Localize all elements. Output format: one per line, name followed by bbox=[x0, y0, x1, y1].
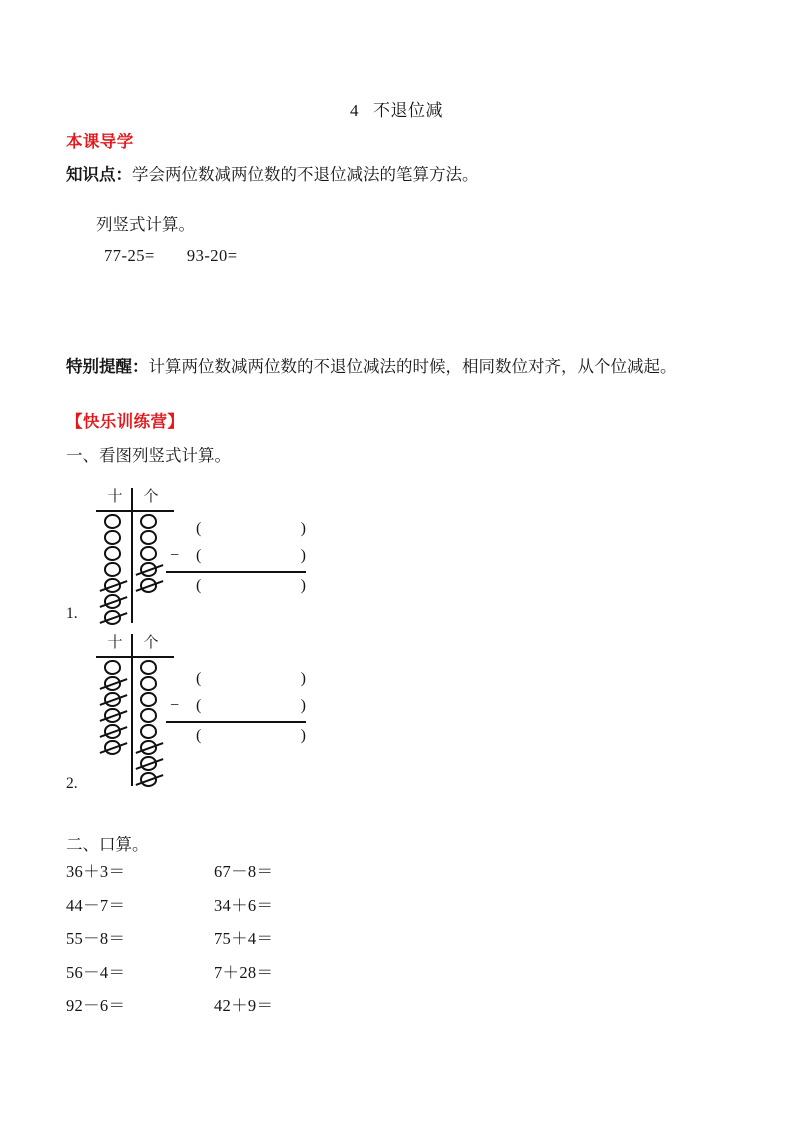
diagram-1-header-tens: 十 bbox=[107, 489, 123, 505]
diagram-1-header-ones: 个 bbox=[143, 489, 159, 505]
diagram-1-top-rule bbox=[96, 510, 174, 512]
diagram-1-answer-rule bbox=[166, 571, 306, 573]
example-equation-2: 93-20= bbox=[186, 246, 238, 265]
diagram-2-bead-ones-1 bbox=[139, 660, 159, 677]
diagram-1-subtrahend-paren-right: ) bbox=[300, 547, 306, 564]
oral-problem-1-1: 36＋3＝ bbox=[66, 862, 126, 881]
reminder-text: 计算两位数减两位数的不退位减法的时候，相同数位对齐，从个位减起。 bbox=[148, 357, 677, 376]
diagram-2-bead-ones-crossed-7 bbox=[139, 756, 159, 773]
reminder-paragraph bbox=[66, 354, 738, 380]
diagram-1-bead-ones-2 bbox=[139, 530, 159, 547]
example-equation-1: 77-25= bbox=[104, 246, 155, 265]
circle-icon bbox=[104, 562, 121, 577]
diagram-2-bead-ones-crossed-6 bbox=[139, 740, 159, 757]
oral-arithmetic-row bbox=[66, 959, 396, 993]
circle-icon bbox=[140, 708, 157, 723]
diagram-1-minuend-paren-right: ) bbox=[300, 520, 306, 537]
diagram-1-subtrahend-row bbox=[170, 547, 306, 574]
oral-problem-4-1: 56－4＝ bbox=[66, 962, 126, 982]
circle-icon bbox=[104, 546, 121, 561]
diagram-1-answer-paren-right: ) bbox=[300, 577, 306, 594]
diagram-2-beads-tens bbox=[103, 660, 123, 756]
diagram-2-vertical-form bbox=[170, 670, 306, 754]
knowledge-point-paragraph bbox=[66, 162, 746, 188]
diagram-2-bead-ones-3 bbox=[139, 692, 159, 709]
diagram-1-subtrahend-paren-left: ( bbox=[196, 547, 202, 564]
diagram-1-bead-ones-crossed-4 bbox=[139, 562, 159, 579]
diagram-2-minuend-paren-left: ( bbox=[196, 670, 202, 687]
diagram-1-beads-ones bbox=[139, 514, 159, 594]
diagram-1-bead-tens-1 bbox=[103, 514, 123, 531]
oral-arithmetic-row bbox=[66, 892, 396, 926]
circle-icon bbox=[140, 724, 157, 739]
diagram-2-subtrahend-paren-right: ) bbox=[300, 697, 306, 714]
exercise-two-title: 二、口算。 bbox=[66, 835, 149, 854]
diagram-2-bead-tens-crossed-3 bbox=[103, 692, 123, 709]
diagram-2-minuend-row bbox=[196, 670, 306, 697]
example-equation-row bbox=[104, 243, 238, 269]
diagram-1-answer-row bbox=[196, 577, 306, 604]
oral-problem-3-1: 55－8＝ bbox=[66, 929, 126, 948]
diagram-1-minuend-paren-left: ( bbox=[196, 520, 202, 537]
knowledge-point-label: 知识点： bbox=[66, 165, 132, 184]
diagram-2-bead-ones-crossed-8 bbox=[139, 772, 159, 789]
circle-icon bbox=[140, 546, 157, 561]
diagram-2-bead-tens-1 bbox=[103, 660, 123, 677]
oral-problem-2-2: 34＋6＝ bbox=[214, 895, 274, 915]
instruction-text: 列竖式计算。 bbox=[96, 215, 195, 234]
circle-icon bbox=[140, 692, 157, 707]
diagram-2-header-tens: 十 bbox=[107, 635, 123, 651]
diagram-2-bead-ones-2 bbox=[139, 676, 159, 693]
diagram-2-bead-tens-crossed-2 bbox=[103, 676, 123, 693]
diagram-1-answer-paren-left: ( bbox=[196, 577, 202, 594]
diagram-1-bead-tens-4 bbox=[103, 562, 123, 579]
diagram-2-bead-ones-5 bbox=[139, 724, 159, 741]
diagram-2-top-rule bbox=[96, 656, 174, 658]
diagram-1-column-divider bbox=[131, 488, 133, 623]
diagram-2-bead-tens-crossed-5 bbox=[103, 724, 123, 741]
diagram-1-bead-ones-crossed-5 bbox=[139, 578, 159, 595]
oral-problem-3-2: 75＋4＝ bbox=[214, 929, 274, 948]
circle-icon bbox=[140, 530, 157, 545]
diagram-1-beads-tens bbox=[103, 514, 123, 626]
oral-arithmetic-row bbox=[66, 992, 396, 1026]
oral-problem-5-1: 92－6＝ bbox=[66, 996, 126, 1015]
section-heading-training: 【快乐训练营】 bbox=[66, 412, 185, 431]
diagram-2-subtrahend-paren-left: ( bbox=[196, 697, 202, 714]
diagram-2-column-divider bbox=[131, 634, 133, 786]
diagram-1-bead-tens-crossed-6 bbox=[103, 594, 123, 611]
diagram-2-bead-tens-crossed-4 bbox=[103, 708, 123, 725]
oral-problem-5-2: 42＋9＝ bbox=[214, 996, 274, 1015]
diagram-2-bead-tens-crossed-6 bbox=[103, 740, 123, 757]
circle-icon bbox=[140, 660, 157, 675]
diagram-2-answer-row bbox=[196, 727, 306, 754]
diagram-1-vertical-form bbox=[170, 520, 306, 604]
exercise-item-number-1: 1. bbox=[66, 605, 78, 622]
diagram-1-bead-tens-crossed-5 bbox=[103, 578, 123, 595]
oral-arithmetic-row bbox=[66, 858, 396, 892]
circle-icon bbox=[104, 660, 121, 675]
diagram-2-subtrahend-row bbox=[170, 697, 306, 724]
circle-icon bbox=[140, 676, 157, 691]
exercise-item-number-2: 2. bbox=[66, 775, 78, 792]
reminder-label: 特别提醒： bbox=[66, 357, 149, 376]
diagram-1-bead-tens-crossed-7 bbox=[103, 610, 123, 627]
circle-icon bbox=[140, 514, 157, 529]
diagram-2-header-ones: 个 bbox=[143, 635, 159, 651]
diagram-1-bead-tens-3 bbox=[103, 546, 123, 563]
circle-icon bbox=[104, 514, 121, 529]
diagram-2-answer-paren-left: ( bbox=[196, 727, 202, 744]
oral-problem-2-1: 44－7＝ bbox=[66, 895, 126, 915]
diagram-2-answer-rule bbox=[166, 721, 306, 723]
diagram-1-bead-ones-3 bbox=[139, 546, 159, 563]
page-title-number: 4 bbox=[350, 101, 359, 120]
exercise-one-title: 一、看图列竖式计算。 bbox=[66, 446, 231, 465]
page-title-text: 不退位减 bbox=[373, 101, 443, 120]
diagram-2-answer-paren-right: ) bbox=[300, 727, 306, 744]
diagram-1-minus-sign: − bbox=[170, 547, 180, 564]
oral-arithmetic-row bbox=[66, 925, 396, 959]
oral-problem-4-2: 7＋28＝ bbox=[214, 962, 274, 982]
diagram-2-bead-ones-4 bbox=[139, 708, 159, 725]
oral-arithmetic-grid bbox=[66, 858, 396, 1026]
section-heading-guide: 本课导学 bbox=[66, 132, 134, 151]
diagram-1-minuend-row bbox=[196, 520, 306, 547]
diagram-2-minuend-paren-right: ) bbox=[300, 670, 306, 687]
knowledge-point-text: 学会两位数减两位数的不退位减法的笔算方法。 bbox=[132, 165, 479, 184]
diagram-1-bead-tens-2 bbox=[103, 530, 123, 547]
diagram-1-bead-ones-1 bbox=[139, 514, 159, 531]
oral-problem-1-2: 67－8＝ bbox=[214, 862, 274, 881]
page-title bbox=[0, 96, 793, 121]
circle-icon bbox=[104, 530, 121, 545]
diagram-2-minus-sign: − bbox=[170, 697, 180, 714]
diagram-2-beads-ones bbox=[139, 660, 159, 788]
